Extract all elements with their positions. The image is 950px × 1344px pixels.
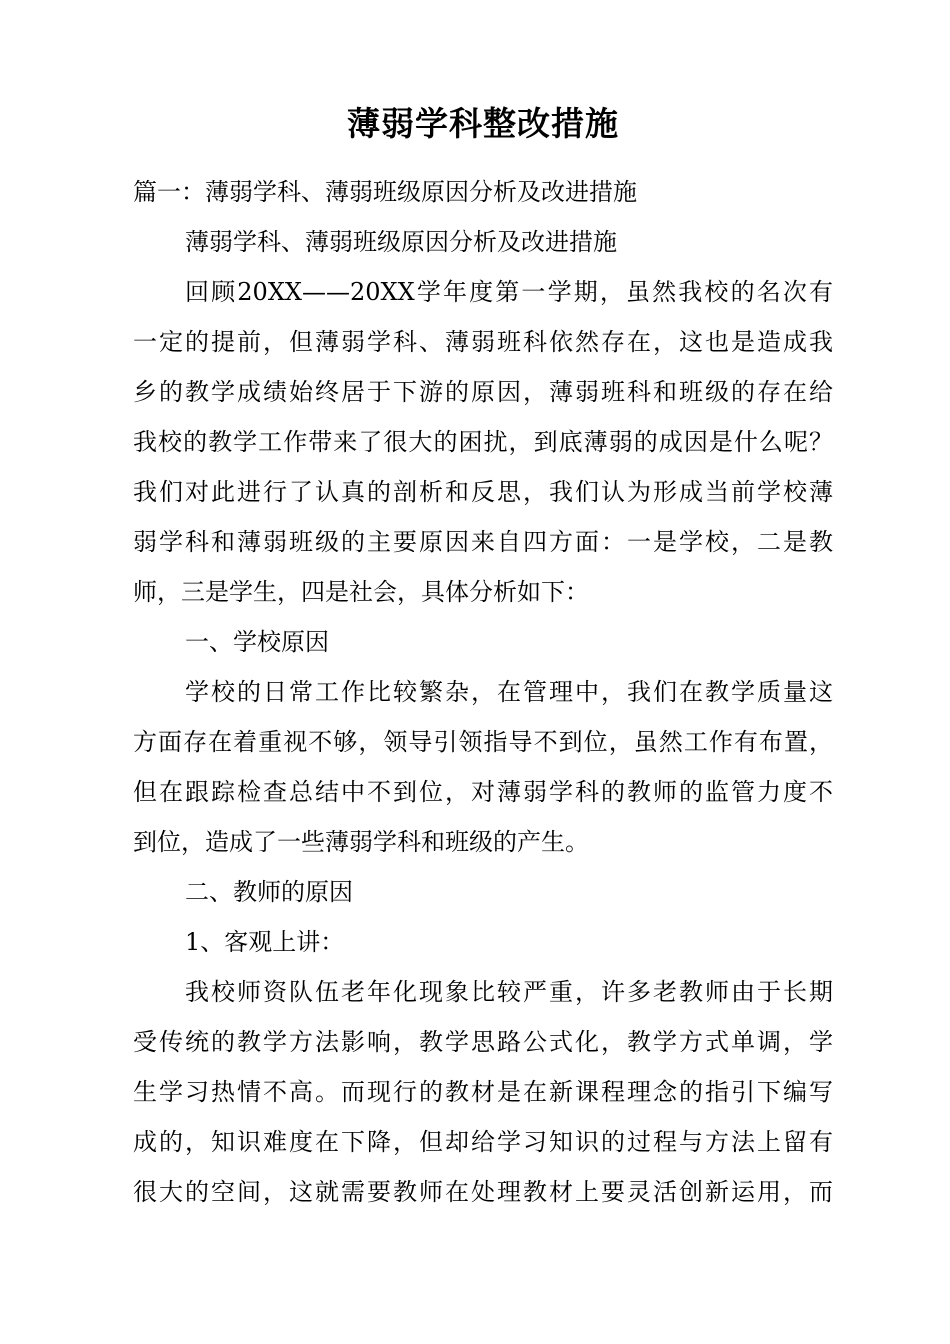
text-line: 但在跟踪检查总结中不到位，对薄弱学科的教师的监管力度不 xyxy=(133,778,833,806)
text-line: 我们对此进行了认真的剖析和反思，我们认为形成当前学校薄 xyxy=(133,478,833,506)
text-line: 师，三是学生，四是社会，具体分析如下： xyxy=(133,578,589,606)
text-line: 很大的空间，这就需要教师在处理教材上要灵活创新运用，而 xyxy=(133,1178,833,1206)
text-line: 弱学科和薄弱班级的主要原因来自四方面：一是学校，二是教 xyxy=(133,528,833,556)
text-line: 成的，知识难度在下降，但却给学习知识的过程与方法上留有 xyxy=(133,1128,833,1156)
document-body xyxy=(133,167,833,1217)
text-line: 篇一：薄弱学科、薄弱班级原因分析及改进措施 xyxy=(133,178,637,206)
text-line: 到位，造成了一些薄弱学科和班级的产生。 xyxy=(133,828,589,856)
text-line: 学校的日常工作比较繁杂，在管理中，我们在教学质量这 xyxy=(185,678,833,706)
text-line: 方面存在着重视不够，领导引领指导不到位，虽然工作有布置， xyxy=(133,728,833,756)
text-line: 二、教师的原因 xyxy=(185,878,353,906)
text-line: 一定的提前，但薄弱学科、薄弱班科依然存在，这也是造成我 xyxy=(133,328,833,356)
text-line: 1、客观上讲： xyxy=(185,928,345,956)
text-line: 回顾20XX——20XX学年度第一学期，虽然我校的名次有 xyxy=(185,278,833,306)
document-title: 薄弱学科整改措施 xyxy=(347,104,619,143)
text-line: 一、学校原因 xyxy=(185,628,329,656)
text-line: 薄弱学科、薄弱班级原因分析及改进措施 xyxy=(185,228,617,256)
text-line: 我校的教学工作带来了很大的困扰，到底薄弱的成因是什么呢？ xyxy=(133,428,833,456)
text-line: 乡的教学成绩始终居于下游的原因，薄弱班科和班级的存在给 xyxy=(133,378,833,406)
text-line: 我校师资队伍老年化现象比较严重，许多老教师由于长期 xyxy=(185,978,833,1006)
text-line: 生学习热情不高。而现行的教材是在新课程理念的指引下编写 xyxy=(133,1078,833,1106)
text-line: 受传统的教学方法影响，教学思路公式化，教学方式单调，学 xyxy=(133,1028,833,1056)
